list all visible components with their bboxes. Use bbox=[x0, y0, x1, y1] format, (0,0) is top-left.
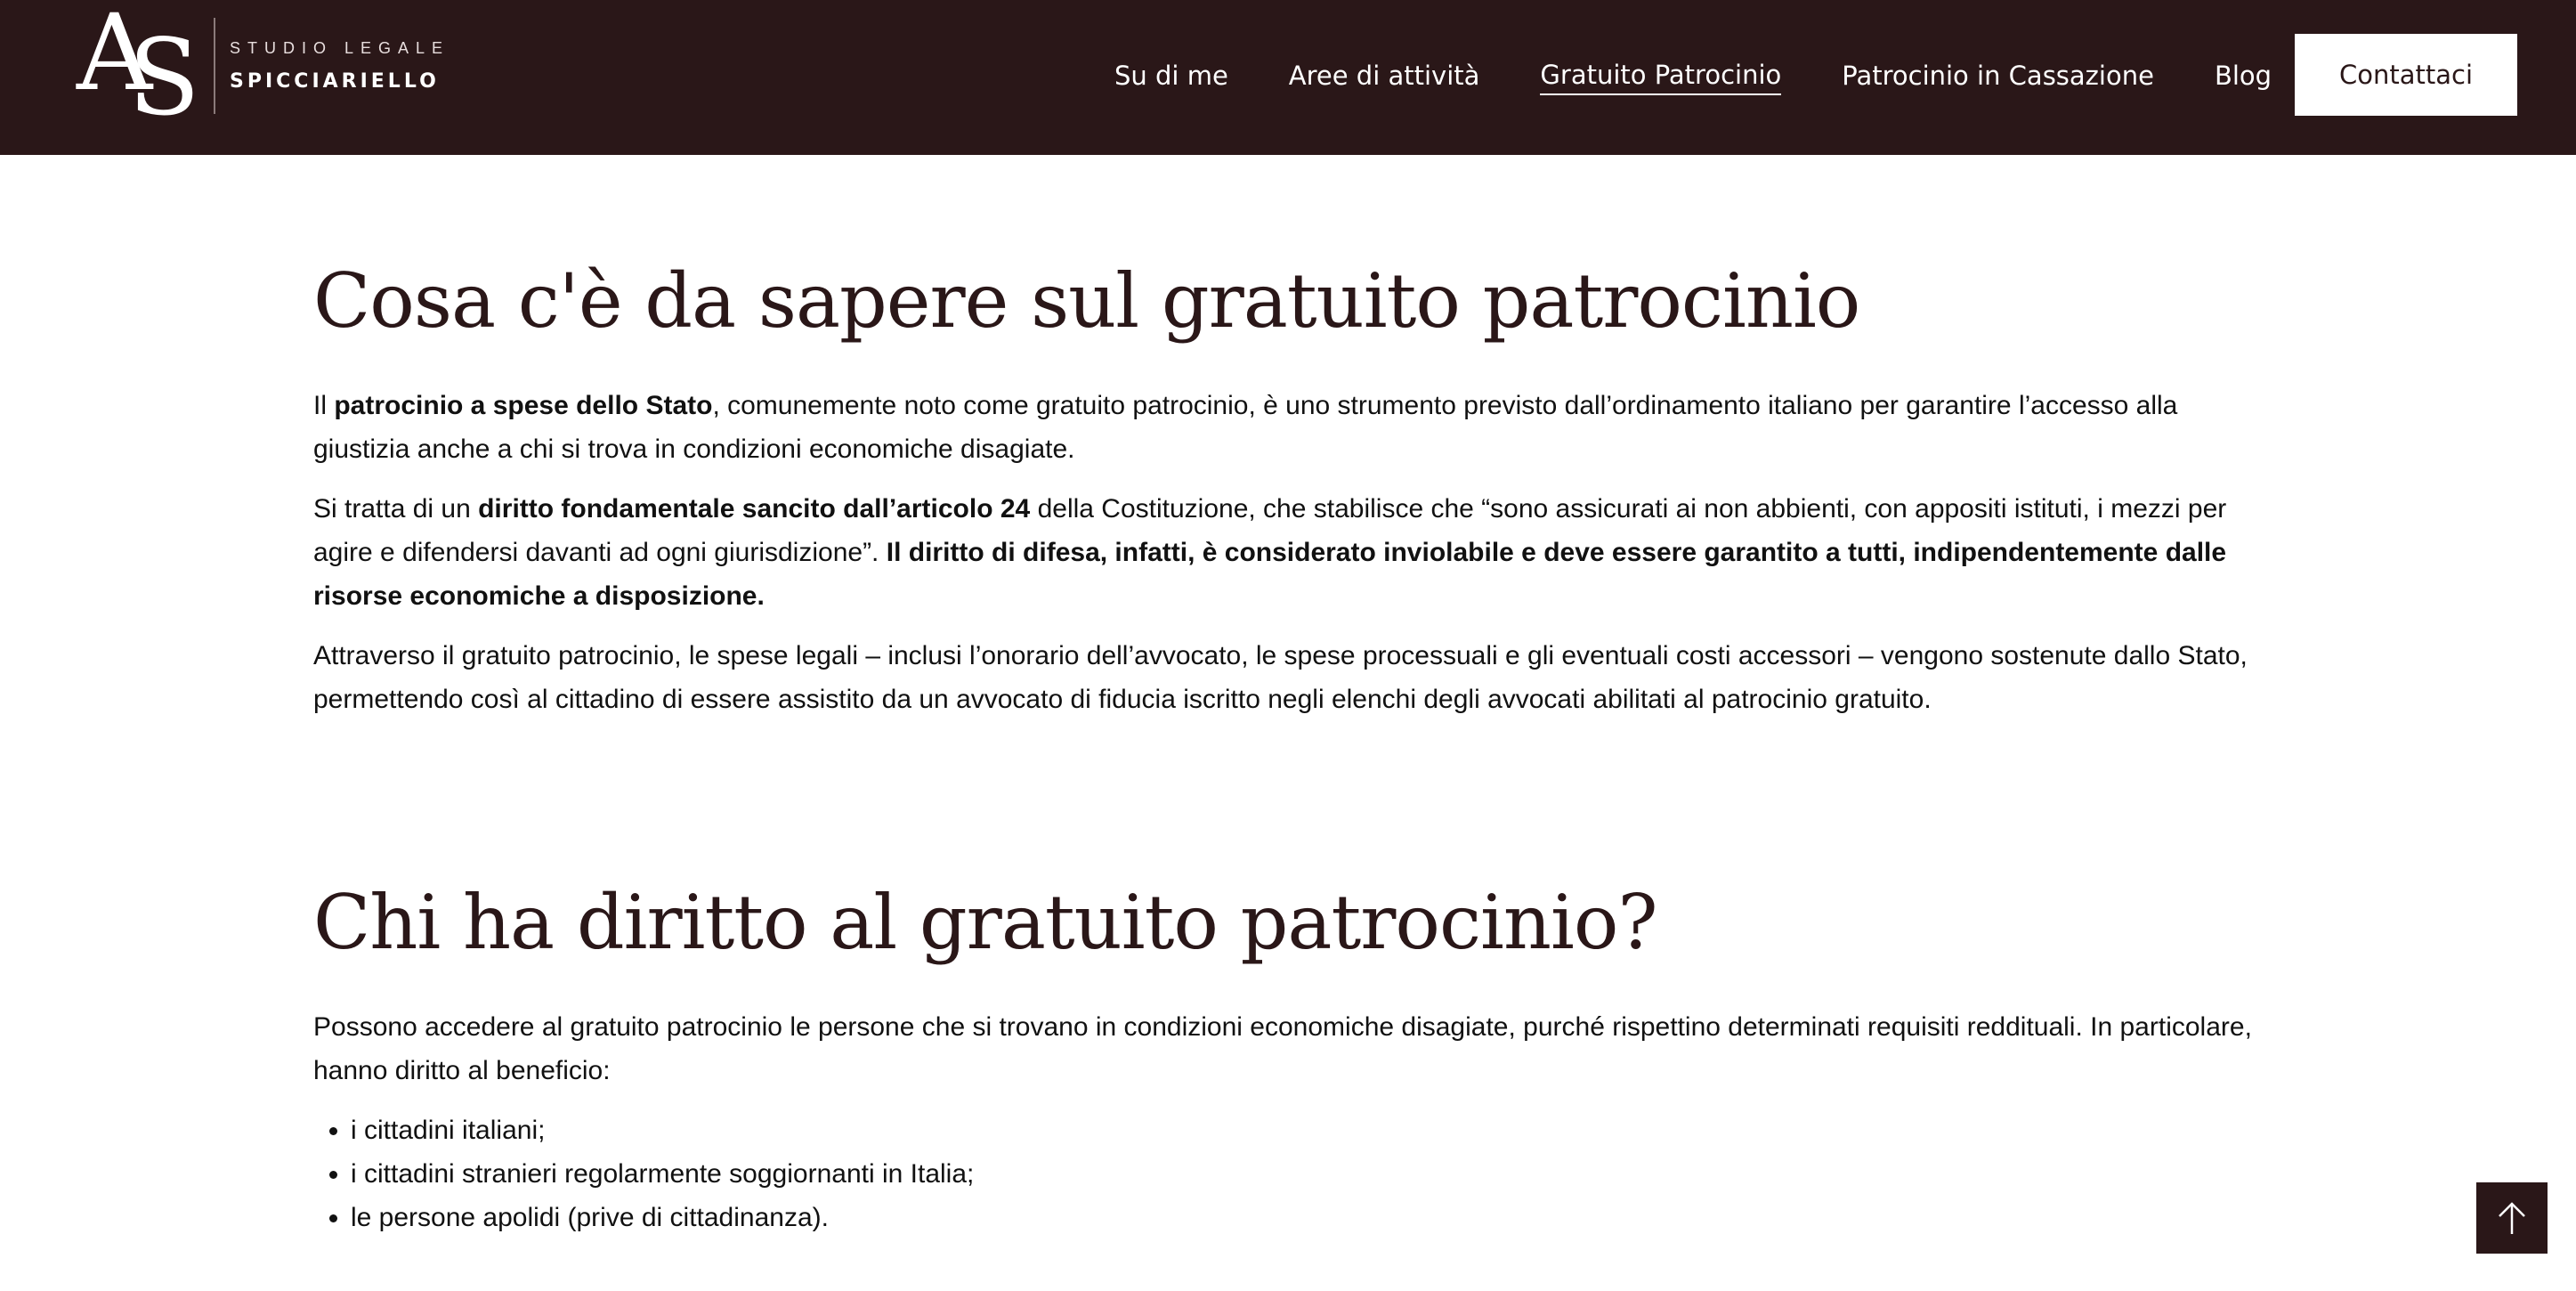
section-chi-ha-diritto bbox=[313, 878, 2272, 1239]
main-content bbox=[313, 249, 2272, 1239]
paragraph bbox=[313, 384, 2272, 471]
section-body bbox=[313, 1005, 2272, 1239]
text: Il bbox=[313, 390, 335, 420]
text: , comunemente noto come gratuito patrocinio, è uno strumento previsto dall’ordinamento italiano per garantire l’accesso alla giustizia anche a chi si trova in condizioni economiche disagiate. bbox=[313, 390, 2178, 464]
logo-letter-s: S bbox=[128, 16, 200, 139]
paragraph: Possono accedere al gratuito patrocinio le persone che si trovano in condizioni economiche disagiate, purché rispettino determinati requisiti reddituali. In particolare, hanno diritto al beneficio: bbox=[313, 1011, 2252, 1085]
bold-text: diritto fondamentale sancito dall’articolo 24 bbox=[478, 493, 1031, 524]
logo-line-studio-legale: STUDIO LEGALE bbox=[230, 39, 450, 57]
section-title: Cosa c'è da sapere sul gratuito patrocinio bbox=[313, 257, 1860, 345]
nav-item-gratuito-patrocinio[interactable]: Gratuito Patrocinio bbox=[1540, 60, 1781, 95]
bold-text: Il diritto di difesa, infatti, è considerato inviolabile e deve essere garantito a tutti, indipendentemente dalle risorse economiche a disposizione. bbox=[313, 537, 2227, 611]
site-header bbox=[0, 0, 2576, 155]
logo-text bbox=[230, 39, 450, 93]
list-item: • i cittadini stranieri regolarmente soggiornanti in Italia; bbox=[351, 1152, 2272, 1196]
back-to-top-button[interactable] bbox=[2476, 1182, 2548, 1254]
bold-text: patrocinio a spese dello Stato bbox=[334, 390, 713, 420]
text: Si tratta di un bbox=[313, 493, 479, 524]
arrow-up-icon bbox=[2492, 1198, 2531, 1238]
logo-line-name: SPICCIARIELLO bbox=[230, 70, 440, 93]
contact-button[interactable]: Contattaci bbox=[2295, 34, 2517, 116]
paragraph: Attraverso il gratuito patrocinio, le spese legali – inclusi l’onorario dell’avvocato, le spese processuali e gli eventuali costi accessori – vengono sostenute dallo Stato, permettendo così al cittadino di essere assistito da un avvocato di fiducia iscritto negli elenchi degli avvocati abilitati al patrocinio gratuito. bbox=[313, 640, 2248, 714]
section-body bbox=[313, 384, 2272, 721]
nav-item-blog[interactable]: Blog bbox=[2214, 61, 2272, 91]
list-item: • le persone apolidi (prive di cittadinanza). bbox=[351, 1196, 2272, 1239]
text: della Costituzione, che stabilisce che “sono assicurati ai non abbienti, con appositi istituti, i mezzi per agire e difendersi davanti ad ogni giurisdizione”. bbox=[313, 493, 2227, 567]
site-logo[interactable] bbox=[77, 0, 450, 139]
list-item: • i cittadini italiani; bbox=[351, 1108, 2272, 1152]
nav-item-su-di-me[interactable]: Su di me bbox=[1114, 61, 1228, 91]
logo-divider bbox=[214, 18, 215, 114]
section-cosa-sapere bbox=[313, 256, 2272, 721]
eligibility-list bbox=[313, 1108, 2272, 1239]
nav-item-aree-di-attivita[interactable]: Aree di attività bbox=[1288, 61, 1480, 91]
section-title: Chi ha diritto al gratuito patrocinio? bbox=[313, 878, 1657, 966]
paragraph bbox=[313, 487, 2272, 618]
logo-letter-a: A bbox=[77, 0, 153, 114]
logo-monogram bbox=[77, 0, 210, 139]
main-nav bbox=[1114, 0, 2332, 155]
nav-item-patrocinio-in-cassazione[interactable]: Patrocinio in Cassazione bbox=[1842, 61, 2154, 91]
